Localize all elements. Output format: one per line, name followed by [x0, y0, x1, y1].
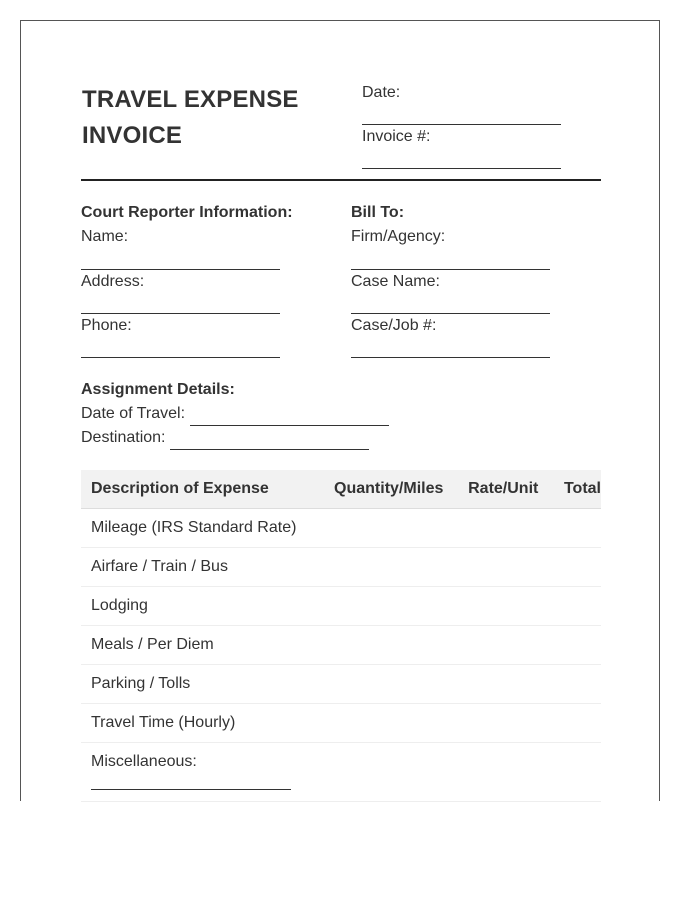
bill-to-heading: Bill To:: [351, 204, 405, 221]
reporter-address-label: Address:: [81, 273, 145, 290]
destination-label: Destination:: [81, 429, 166, 446]
rate-cell[interactable]: [458, 626, 554, 665]
misc-label: Miscellaneous:: [91, 753, 197, 770]
date-of-travel-label: Date of Travel:: [81, 405, 186, 422]
misc-description-field[interactable]: [91, 789, 291, 790]
table-row: [81, 665, 601, 704]
rate-cell[interactable]: [458, 587, 554, 626]
rate-cell[interactable]: [458, 548, 554, 587]
table-row: [81, 704, 601, 743]
rate-cell[interactable]: [458, 509, 554, 548]
expense-description: Lodging: [81, 587, 324, 626]
case-job-field[interactable]: [351, 357, 550, 358]
expense-description: Parking / Tolls: [81, 665, 324, 704]
rate-cell[interactable]: [458, 704, 554, 743]
total-cell[interactable]: [554, 548, 601, 587]
reporter-phone-label: Phone:: [81, 317, 132, 334]
invoice-title: [82, 82, 342, 154]
table-row: [81, 587, 601, 626]
rate-cell[interactable]: [458, 665, 554, 704]
total-cell[interactable]: [554, 587, 601, 626]
quantity-cell[interactable]: [324, 509, 458, 548]
title-line-1: TRAVEL EXPENSE: [82, 86, 299, 113]
total-cell[interactable]: [554, 704, 601, 743]
expense-description: Travel Time (Hourly): [81, 704, 324, 743]
expense-description: Airfare / Train / Bus: [81, 548, 324, 587]
table-row: [81, 626, 601, 665]
quantity-cell[interactable]: [324, 665, 458, 704]
table-row: [81, 743, 601, 802]
header-divider: [81, 179, 601, 181]
total-cell[interactable]: [554, 743, 601, 802]
date-field[interactable]: [362, 124, 561, 125]
expense-table: [81, 470, 601, 802]
quantity-cell[interactable]: [324, 704, 458, 743]
firm-agency-field[interactable]: [351, 269, 550, 270]
column-header-rate: Rate/Unit: [458, 470, 554, 509]
case-job-label: Case/Job #:: [351, 317, 437, 334]
assignment-heading: Assignment Details:: [81, 381, 235, 398]
quantity-cell[interactable]: [324, 587, 458, 626]
table-row: [81, 548, 601, 587]
invoice-number-label: Invoice #:: [362, 128, 431, 145]
reporter-name-label: Name:: [81, 228, 129, 245]
destination-field[interactable]: [170, 449, 369, 450]
reporter-phone-field[interactable]: [81, 357, 280, 358]
quantity-cell[interactable]: [324, 548, 458, 587]
expense-description: Meals / Per Diem: [81, 626, 324, 665]
reporter-address-field[interactable]: [81, 313, 280, 314]
date-label: Date:: [362, 84, 401, 101]
total-cell[interactable]: [554, 509, 601, 548]
table-row: [81, 509, 601, 548]
quantity-cell[interactable]: [324, 743, 458, 802]
invoice-number-field[interactable]: [362, 168, 561, 169]
rate-cell[interactable]: [458, 743, 554, 802]
invoice-page: [20, 20, 660, 801]
case-name-field[interactable]: [351, 313, 550, 314]
total-cell[interactable]: [554, 626, 601, 665]
quantity-cell[interactable]: [324, 626, 458, 665]
column-header-quantity: Quantity/Miles: [324, 470, 458, 509]
date-of-travel-field[interactable]: [190, 425, 389, 426]
title-line-2: INVOICE: [82, 122, 183, 149]
case-name-label: Case Name:: [351, 273, 440, 290]
column-header-description: Description of Expense: [81, 470, 324, 509]
expense-description-misc: [81, 743, 324, 802]
total-cell[interactable]: [554, 665, 601, 704]
expense-description: Mileage (IRS Standard Rate): [81, 509, 324, 548]
table-header-row: [81, 470, 601, 509]
column-header-total: Total: [554, 470, 601, 509]
reporter-name-field[interactable]: [81, 269, 280, 270]
reporter-heading: Court Reporter Information:: [81, 204, 293, 221]
firm-agency-label: Firm/Agency:: [351, 228, 446, 245]
